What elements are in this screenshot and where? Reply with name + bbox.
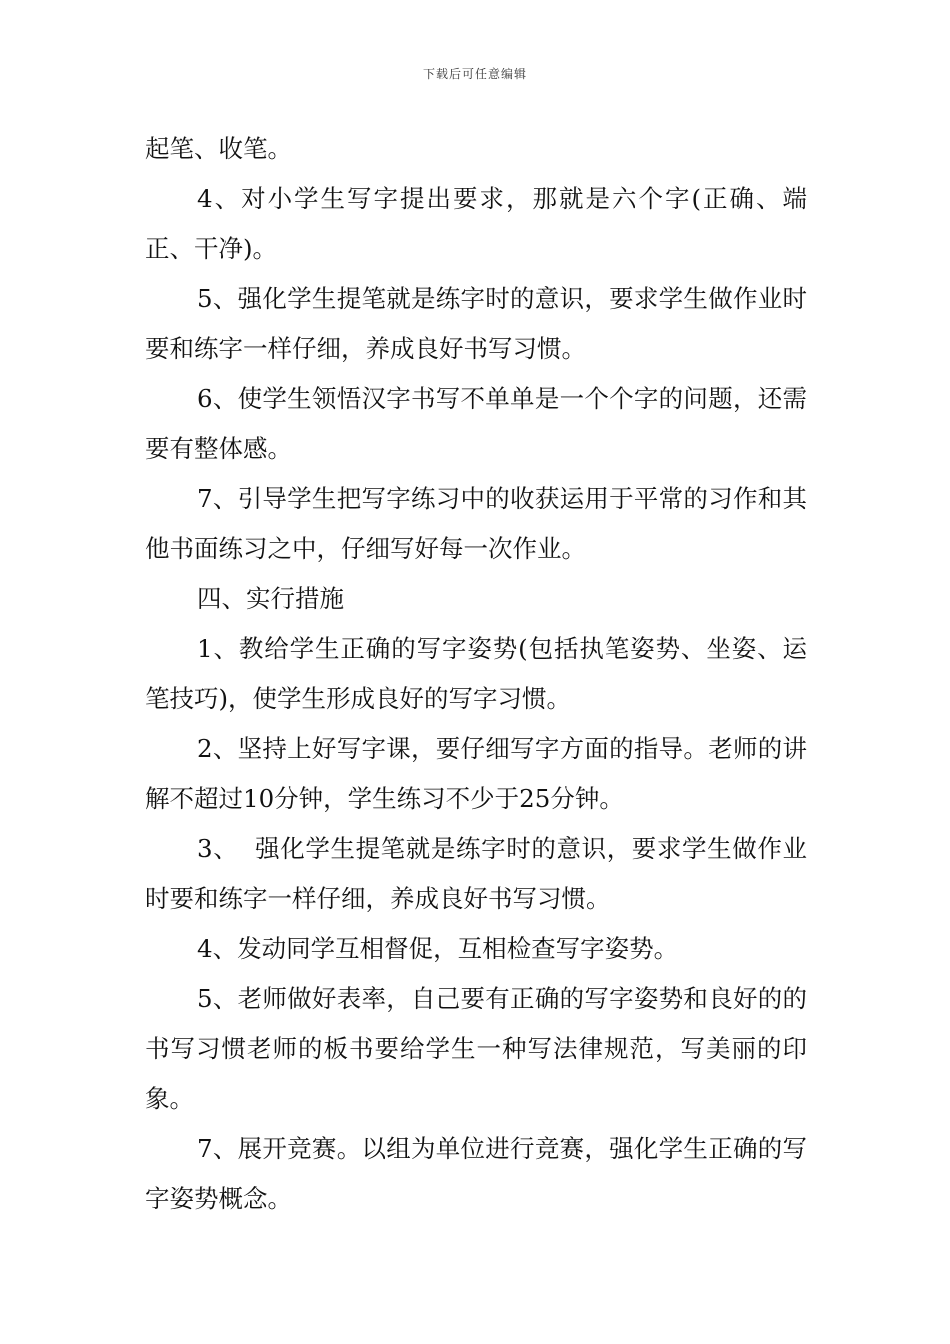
document-body bbox=[145, 124, 807, 1224]
paragraph-measure-7-competition: 7、展开竞赛。以组为单位进行竞赛，强化学生正确的写字姿势概念。 bbox=[145, 1134, 807, 1213]
section-heading-measures: 四、实行措施 bbox=[197, 584, 344, 613]
paragraph-item-4-requirements: 4、对小学生写字提出要求，那就是六个字(正确、端正、干净)。 bbox=[145, 184, 807, 263]
paragraph-measure-5-teacher-example: 5、老师做好表率，自己要有正确的写字姿势和良好的的书写习惯老师的板书要给学生一种写法律规范，写美丽的印象。 bbox=[145, 984, 807, 1113]
page-header: 下载后可任意编辑 bbox=[422, 67, 527, 81]
paragraph-item-7-apply: 7、引导学生把写字练习中的收获运用于平常的习作和其他书面练习之中，仔细写好每一次作业。 bbox=[145, 484, 807, 563]
paragraph-measure-1-posture: 1、教给学生正确的写字姿势(包括执笔姿势、坐姿、运笔技巧)，使学生形成良好的写字习惯。 bbox=[145, 634, 807, 713]
paragraph-item-6-wholeness: 6、使学生领悟汉字书写不单单是一个个字的问题，还需要有整体感。 bbox=[145, 384, 807, 463]
paragraph-item-5-awareness: 5、强化学生提笔就是练字时的意识，要求学生做作业时要和练字一样仔细，养成良好书写习惯。 bbox=[145, 284, 807, 363]
paragraph-measure-3-awareness: 3、 强化学生提笔就是练字时的意识，要求学生做作业时要和练字一样仔细，养成良好书写习惯。 bbox=[145, 834, 807, 913]
paragraph-measure-2-class: 2、坚持上好写字课，要仔细写字方面的指导。老师的讲解不超过10分钟，学生练习不少于25分钟。 bbox=[145, 734, 807, 813]
paragraph-continuation: 起笔、收笔。 bbox=[145, 134, 292, 163]
paragraph-measure-4-mutual-check: 4、发动同学互相督促，互相检查写字姿势。 bbox=[197, 934, 679, 963]
